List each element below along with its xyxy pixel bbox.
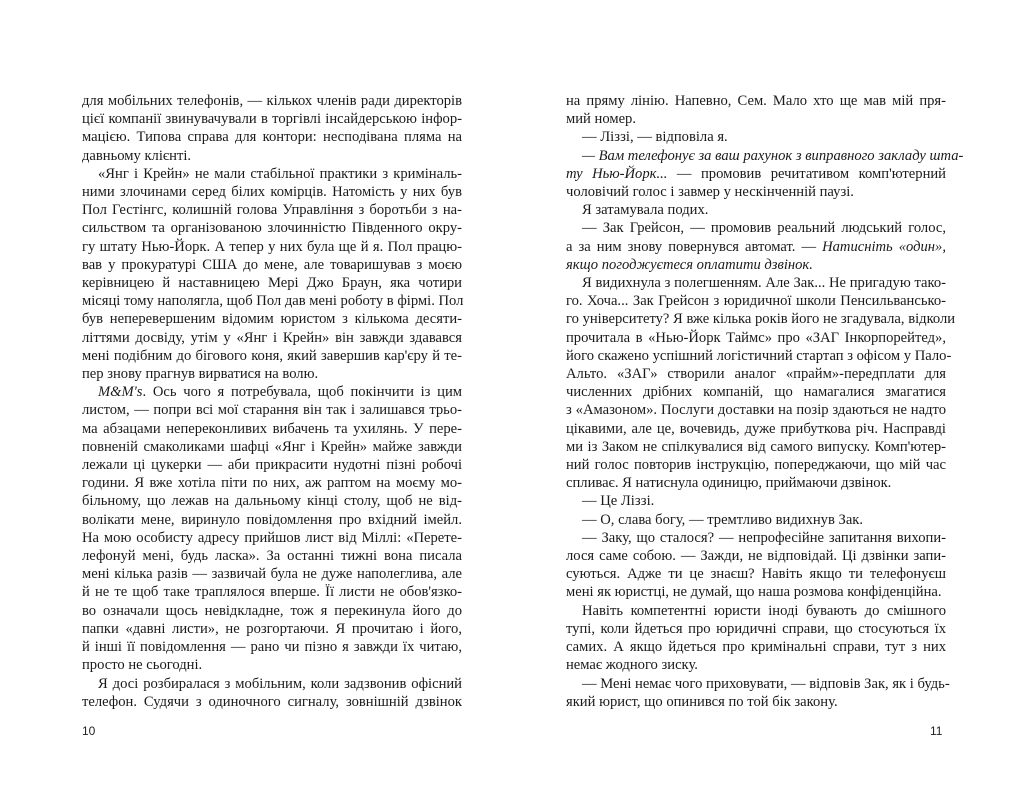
text-line: давньому клієнті. bbox=[82, 147, 192, 164]
text-line: для мобільних телефонів, — кількох членів ради директорів bbox=[82, 93, 462, 109]
text-line: Я досі розбиралася з мобільним, коли задзвонив офісний bbox=[98, 675, 462, 692]
text-line: Навіть компетентні юристи іноді бувають до смішного bbox=[582, 602, 946, 619]
left-page-text bbox=[82, 92, 462, 711]
text-line: Я затамувала подих. bbox=[582, 202, 709, 219]
text-line: — О, слава богу, — тремтливо видихнув Зак. bbox=[582, 511, 864, 528]
text-line: — Ліззі, — відповіла я. bbox=[582, 129, 728, 146]
text-line: Пол Гестінгс, колишній голова Управління з боротьби з на- bbox=[82, 202, 462, 219]
right-page-text bbox=[566, 92, 964, 711]
text-line: вав у прокуратурі США до мене, але товаришував з моєю bbox=[82, 256, 462, 273]
text-line: численних дрібних компаній, що намагалися змагатися bbox=[566, 384, 946, 401]
text-line: літтями досвіду, утім у «Янг і Крейн» він завжди здавався bbox=[82, 329, 462, 346]
text-line: мені кілька разів — зазвичай була не дуже наполеглива, але bbox=[82, 566, 462, 583]
text-line: — Вам телефонує за ваш рахунок з виправного закладу шта- bbox=[582, 147, 964, 164]
text-line: листом, — попри всі мої старання він так і залишався трьо- bbox=[82, 402, 462, 419]
text-line: тупі, коли йдеться про юридичні справи, що стосуються їх bbox=[566, 620, 946, 637]
text-line: керівницею й наставницею Мері Джо Браун, яка чотири bbox=[82, 275, 462, 292]
text-line: спливає. Я натиснула одиницю, приймаючи дзвінок. bbox=[566, 475, 892, 492]
text-line: його скажено успішний логістичний стартап з офісом у Пало- bbox=[566, 347, 952, 364]
text-line: сильством та організованою злочинністю Південного окру- bbox=[82, 220, 462, 237]
text-line: — Мені немає чого приховувати, — відповів Зак, як і будь- bbox=[582, 675, 950, 692]
text-line: мені як юристці, не думай, що наша розмова конфіденційна. bbox=[566, 584, 942, 601]
text-line: на пряму лінію. Напевно, Сем. Мало хто ще мав мій пря- bbox=[566, 93, 946, 109]
text-line: волікати мене, виринуло повідомлення про вхідний імейл. bbox=[82, 511, 462, 528]
text-line: самих. А якщо йдеться про кримінальні справи, тут з них bbox=[566, 639, 946, 656]
text-line: немає жодного зиску. bbox=[566, 657, 698, 674]
text-line: M&M's. Ось чого я потребувала, щоб покінчити із цим bbox=[98, 384, 462, 401]
text-line: — Це Ліззі. bbox=[582, 493, 655, 510]
text-line: ний голос повторив інструкцію, попереджаючи, що мій час bbox=[566, 457, 946, 474]
text-line: суються. Адже ти це знаєш? Навіть якщо ти телефонуєш bbox=[566, 566, 946, 583]
text-line: телефон. Судячи з одиночного сигналу, зовнішній дзвінок bbox=[82, 693, 462, 710]
text-line: Альто. «ЗАГ» створили аналог «прайм»-передплати для bbox=[566, 366, 946, 383]
text-line: лося саме собою. — Зажди, не відповідай. Ці дзвінки запи- bbox=[566, 548, 946, 565]
text-line: гу штату Нью-Йорк. А тепер у них була ще й я. Пол працю- bbox=[82, 238, 462, 255]
text-line: ними злочинами серед білих комірців. Натомість у них був bbox=[82, 184, 462, 201]
text-line: години. Я вже хотіла піти по них, аж раптом на моєму мо- bbox=[82, 475, 462, 492]
text-line: пер знову прагнув вирватися на волю. bbox=[82, 366, 319, 383]
text-line: був неперевершеним відомим юристом з кількома десяти- bbox=[82, 311, 462, 328]
text-line: «Янг і Крейн» не мали стабільної практики з криміналь- bbox=[98, 165, 462, 182]
text-line: На мою особисту адресу прийшов лист від Міллі: «Перете- bbox=[82, 529, 462, 546]
left-page-number: 10 bbox=[82, 724, 96, 738]
text-line: го. Хоча... Зак Грейсон з юридичної школи Пенсильвансько- bbox=[566, 293, 946, 310]
text-line: й не те щоб таке траплялося вперше. Її листи не обов'язко- bbox=[82, 584, 462, 601]
text-line: місяці тому наполягла, щоб Пол дав мені роботу в фірмі. Пол bbox=[82, 293, 464, 310]
text-line: ми із Заком не спілкувалися від самого випуску. Комп'ютер- bbox=[566, 438, 946, 455]
text-line: більному, що лежав на дальньому кінці столу, щоб не від- bbox=[82, 493, 462, 510]
text-line: ма абзацами непереконливих вибачень та ухилянь. У пере- bbox=[82, 420, 462, 437]
text-line: Я видихнула з полегшенням. Але Зак... Не пригадую тако- bbox=[582, 275, 946, 292]
text-line: якщо погоджуєтеся оплатити дзвінок. bbox=[566, 256, 813, 273]
right-page-number: 11 bbox=[930, 724, 943, 738]
text-line: во означали щось невідкладне, тож я перекинула його до bbox=[82, 602, 462, 619]
text-line: — Заку, що сталося? — непрофесійне запитання вихопи- bbox=[582, 529, 946, 546]
text-line: повненій смаколиками шафці «Янг і Крейн» майже завжди bbox=[82, 438, 462, 455]
text-line: го університету? Я вже кілька років його не згадувала, відколи bbox=[566, 311, 956, 328]
text-line: просто не сьогодні. bbox=[82, 657, 203, 674]
text-line: прочитала в «Нью-Йорк Таймс» про «ЗАГ Інкорпорейтед», bbox=[566, 329, 946, 346]
text-line: — Зак Грейсон, — промовив реальний людський голос, bbox=[582, 220, 946, 237]
text-line: й інші її повідомлення — рано чи пізно я завжди їх читаю, bbox=[82, 639, 462, 656]
text-line: ту Нью-Йорк... — промовив речитативом комп'ютерний bbox=[566, 165, 946, 182]
text-line: цієї компанії звинувачували в торгівлі інсайдерською інфор- bbox=[82, 111, 462, 128]
text-line: чоловічий голос і завмер у нескінченній паузі. bbox=[566, 184, 854, 201]
text-line: мацією. Типова справа для контори: несподівана пляма на bbox=[82, 129, 462, 146]
text-line: лежали ці цукерки — аби прикрасити нудотні пізні робочі bbox=[82, 457, 462, 474]
text-line: а за ним знову повернувся автомат. — Натисніть «один», bbox=[566, 238, 946, 255]
text-line: папки «давні листи», не розгортаючи. Я прочитаю і його, bbox=[82, 620, 462, 637]
text-line: лефонуй мені, будь ласка». За останні тижні вона писала bbox=[82, 548, 462, 565]
text-line: мені подібним до бігового коня, який завершив кар'єру й те- bbox=[82, 347, 462, 364]
text-line: який юрист, що опинився по той бік закону. bbox=[566, 693, 838, 710]
text-line: цікавими, але це, вочевидь, дуже прибуткова річ. Насправді bbox=[566, 420, 946, 437]
text-line: з «Амазоном». Послуги доставки на позір здаються не надто bbox=[566, 402, 946, 419]
text-line: мий номер. bbox=[566, 111, 636, 128]
